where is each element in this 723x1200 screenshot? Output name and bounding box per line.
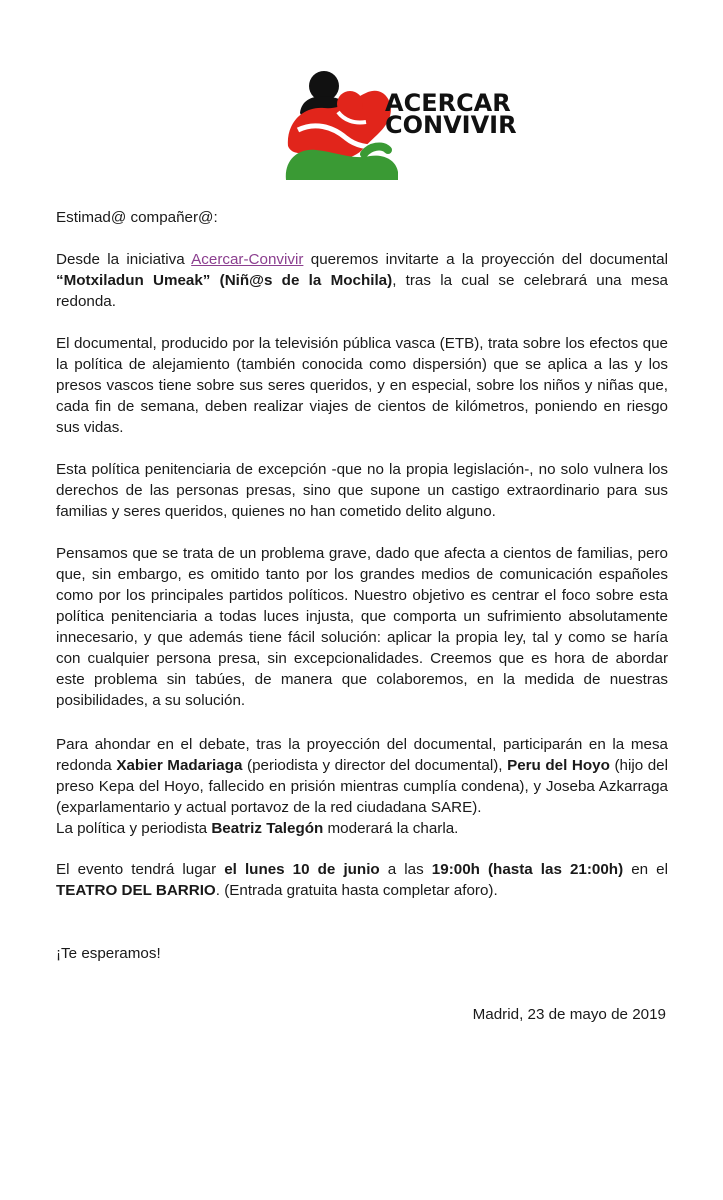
event-text-4: . (Entrada gratuita hasta completar aforo). [215, 882, 498, 899]
intro-text-1: Desde la iniciativa [56, 251, 192, 268]
event-text-1: El evento tendrá lugar [56, 861, 225, 878]
intro-paragraph [56, 249, 668, 312]
panel-text-1: Para ahondar en el debate, tras la proyección del documental, participarán en la mesa redonda [56, 736, 668, 774]
panel-text-2: (periodista y director del documental), [242, 757, 508, 774]
closing [56, 943, 668, 964]
logo-wordmark [385, 89, 517, 139]
intro-text-2: queremos invitarte a la proyección del documental [303, 251, 668, 268]
embrace-emblem-icon [280, 68, 400, 182]
moderator-text-2: moderará la charla. [323, 820, 459, 837]
event-paragraph [56, 859, 668, 901]
intro-text-3: , tras la cual se celebrará una mesa redonda. [56, 272, 669, 310]
acercar-convivir-link[interactable]: Acercar-Convivir [191, 251, 304, 268]
closing-text: ¡Te esperamos! [56, 945, 161, 962]
documentary-title: “Motxiladun Umeak” (Niñ@s de la Mochila) [56, 272, 393, 289]
panel-text-3: (hijo del preso Kepa del Hoyo, fallecido en prisión mientras cumplía condena), y Joseba Azkarraga (exparlamentario y actual portavoz de la red ciudadana SARE). [56, 757, 668, 816]
objective-text: Pensamos que se trata de un problema grave, dado que afecta a cientos de familias, pero que, sin embargo, es omitido tanto por los grandes medios de comunicación españoles como por los principales partidos políticos. Nuestro objetivo es centrar el foco sobre esta política penitenciaria a todas luces injusta, que comporta un sufrimiento absolutamente innecesario, y que además tiene fácil solución: aplicar la propia ley, tal y como se haría con cualquier persona presa, sin excepcionalidades. Creemos que es hora de abordar este problema sin tabúes, de manera que colaboremos, en la medida de nuestras posibilidades, a su solución. [56, 545, 668, 709]
event-date: el lunes 10 de junio [224, 861, 380, 878]
greeting-text: Estimad@ compañer@: [56, 209, 218, 226]
policy-text: Esta política penitenciaria de excepción -que no la propia legislación-, no solo vulnera los derechos de las personas presas, sino que supone un castigo extraordinario para sus familias y seres queridos, quienes no han cometido delito alguno. [56, 461, 668, 520]
event-venue: TEATRO DEL BARRIO [56, 882, 216, 899]
panelist-madariaga: Xabier Madariaga [116, 757, 243, 774]
panel-paragraph [56, 734, 668, 839]
moderator-name: Beatriz Talegón [211, 820, 324, 837]
documentary-paragraph [56, 333, 668, 438]
panelist-del-hoyo: Peru del Hoyo [507, 757, 610, 774]
event-time: 19:00h (hasta las 21:00h) [431, 861, 624, 878]
documentary-text: El documental, producido por la televisión pública vasca (ETB), trata sobre los efectos que la política de alejamiento (también conocida como dispersión) que se aplica a las y los presos vascos tiene sobre sus seres queridos, y en especial, sobre los niños y niñas que, cada fin de semana, deben realizar viajes de cientos de kilómetros, poniendo en riesgo sus vidas. [56, 335, 668, 436]
event-text-2: a las [379, 861, 432, 878]
moderator-text-1: La política y periodista [56, 820, 212, 837]
logo-line-2: CONVIVIR [385, 111, 517, 139]
policy-paragraph [56, 459, 668, 522]
logo-line-1: ACERCAR [385, 89, 511, 117]
letter-date: Madrid, 23 de mayo de 2019 [472, 1006, 666, 1023]
event-text-3: en el [623, 861, 669, 878]
acercar-convivir-logo [280, 68, 517, 182]
greeting [56, 207, 668, 228]
objective-paragraph [56, 543, 668, 711]
